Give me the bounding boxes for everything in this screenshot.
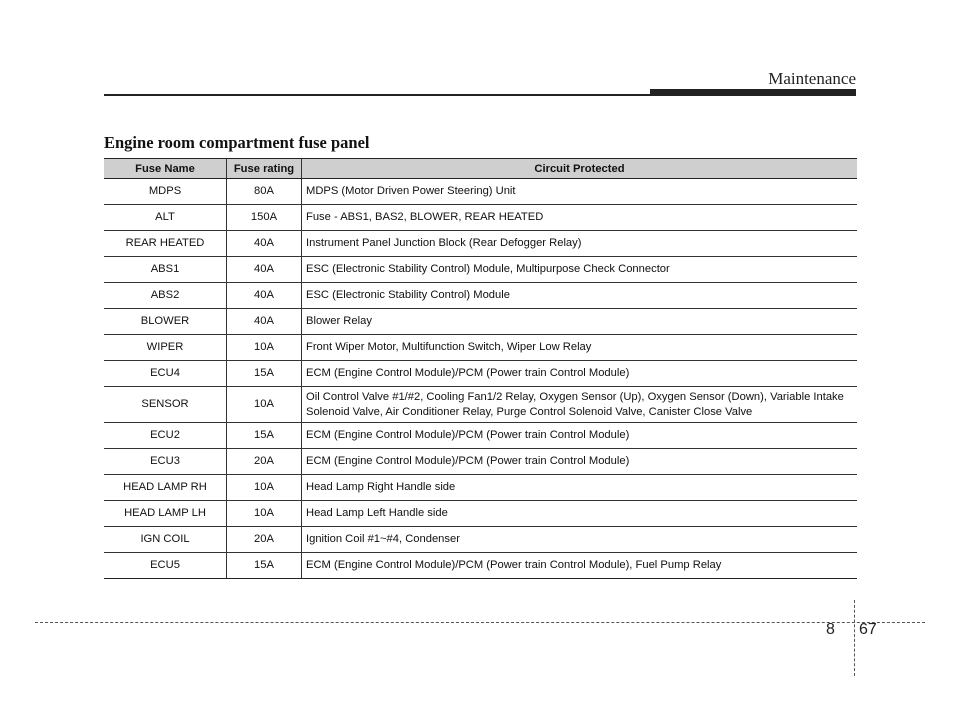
table-row bbox=[104, 387, 857, 423]
fuse-table bbox=[104, 158, 857, 579]
circuit-cell: ECM (Engine Control Module)/PCM (Power train Control Module), Fuel Pump Relay bbox=[302, 553, 858, 579]
circuit-cell: ESC (Electronic Stability Control) Module, Multipurpose Check Connector bbox=[302, 257, 858, 283]
circuit-cell: Instrument Panel Junction Block (Rear Defogger Relay) bbox=[302, 231, 858, 257]
fuse-rating-cell: 10A bbox=[227, 501, 302, 527]
table-row bbox=[104, 309, 857, 335]
fuse-rating-cell: 10A bbox=[227, 387, 302, 423]
header-rule bbox=[104, 94, 650, 96]
table-row bbox=[104, 423, 857, 449]
table-header-row bbox=[104, 159, 857, 179]
table-row bbox=[104, 553, 857, 579]
fuse-rating-cell: 40A bbox=[227, 231, 302, 257]
fuse-rating-cell: 20A bbox=[227, 449, 302, 475]
fuse-rating-cell: 40A bbox=[227, 257, 302, 283]
table-row bbox=[104, 335, 857, 361]
circuit-cell: MDPS (Motor Driven Power Steering) Unit bbox=[302, 179, 858, 205]
circuit-cell: Head Lamp Left Handle side bbox=[302, 501, 858, 527]
header-title: Maintenance bbox=[768, 69, 856, 88]
table-row bbox=[104, 231, 857, 257]
fuse-rating-cell: 80A bbox=[227, 179, 302, 205]
column-header-fuse-rating: Fuse rating bbox=[227, 159, 302, 179]
fuse-rating-cell: 15A bbox=[227, 423, 302, 449]
table-row bbox=[104, 501, 857, 527]
fuse-name-cell: ABS2 bbox=[104, 283, 227, 309]
fuse-name-cell: HEAD LAMP RH bbox=[104, 475, 227, 501]
fuse-rating-cell: 40A bbox=[227, 283, 302, 309]
fuse-rating-cell: 10A bbox=[227, 475, 302, 501]
fuse-rating-cell: 10A bbox=[227, 335, 302, 361]
circuit-cell: Fuse - ABS1, BAS2, BLOWER, REAR HEATED bbox=[302, 205, 858, 231]
fuse-name-cell: BLOWER bbox=[104, 309, 227, 335]
fuse-name-cell: ECU5 bbox=[104, 553, 227, 579]
table-row bbox=[104, 449, 857, 475]
table-row bbox=[104, 257, 857, 283]
fuse-rating-cell: 15A bbox=[227, 361, 302, 387]
table-row bbox=[104, 283, 857, 309]
table-body bbox=[104, 179, 857, 579]
fuse-name-cell: ALT bbox=[104, 205, 227, 231]
section-title: Engine room compartment fuse panel bbox=[104, 133, 370, 152]
fuse-name-cell: REAR HEATED bbox=[104, 231, 227, 257]
fuse-name-cell: HEAD LAMP LH bbox=[104, 501, 227, 527]
circuit-cell: ECM (Engine Control Module)/PCM (Power train Control Module) bbox=[302, 449, 858, 475]
table-row bbox=[104, 475, 857, 501]
fuse-name-cell: ECU4 bbox=[104, 361, 227, 387]
fuse-rating-cell: 40A bbox=[227, 309, 302, 335]
circuit-cell: Blower Relay bbox=[302, 309, 858, 335]
fuse-rating-cell: 20A bbox=[227, 527, 302, 553]
footer-divider bbox=[854, 600, 855, 676]
fuse-name-cell: ECU2 bbox=[104, 423, 227, 449]
circuit-cell: ECM (Engine Control Module)/PCM (Power train Control Module) bbox=[302, 361, 858, 387]
chapter-number: 8 bbox=[826, 621, 835, 638]
column-header-circuit-protected: Circuit Protected bbox=[302, 159, 858, 179]
header-rule-accent bbox=[650, 89, 856, 96]
footer-rule bbox=[35, 622, 925, 623]
fuse-name-cell: WIPER bbox=[104, 335, 227, 361]
circuit-cell: Ignition Coil #1~#4, Condenser bbox=[302, 527, 858, 553]
circuit-cell: Head Lamp Right Handle side bbox=[302, 475, 858, 501]
fuse-name-cell: IGN COIL bbox=[104, 527, 227, 553]
circuit-cell: Oil Control Valve #1/#2, Cooling Fan1/2 Relay, Oxygen Sensor (Up), Oxygen Sensor (Down), Variable Intake Solenoid Valve, Air Conditioner Relay, Purge Control Solenoid Valve, Canister Close Valve bbox=[302, 387, 858, 423]
fuse-name-cell: ABS1 bbox=[104, 257, 227, 283]
fuse-name-cell: ECU3 bbox=[104, 449, 227, 475]
table-row bbox=[104, 527, 857, 553]
column-header-fuse-name: Fuse Name bbox=[104, 159, 227, 179]
table-row bbox=[104, 361, 857, 387]
circuit-cell: Front Wiper Motor, Multifunction Switch, Wiper Low Relay bbox=[302, 335, 858, 361]
page-number: 67 bbox=[859, 621, 877, 638]
table-row bbox=[104, 205, 857, 231]
table-row bbox=[104, 179, 857, 205]
fuse-rating-cell: 150A bbox=[227, 205, 302, 231]
circuit-cell: ESC (Electronic Stability Control) Module bbox=[302, 283, 858, 309]
circuit-cell: ECM (Engine Control Module)/PCM (Power train Control Module) bbox=[302, 423, 858, 449]
fuse-name-cell: SENSOR bbox=[104, 387, 227, 423]
fuse-rating-cell: 15A bbox=[227, 553, 302, 579]
fuse-name-cell: MDPS bbox=[104, 179, 227, 205]
